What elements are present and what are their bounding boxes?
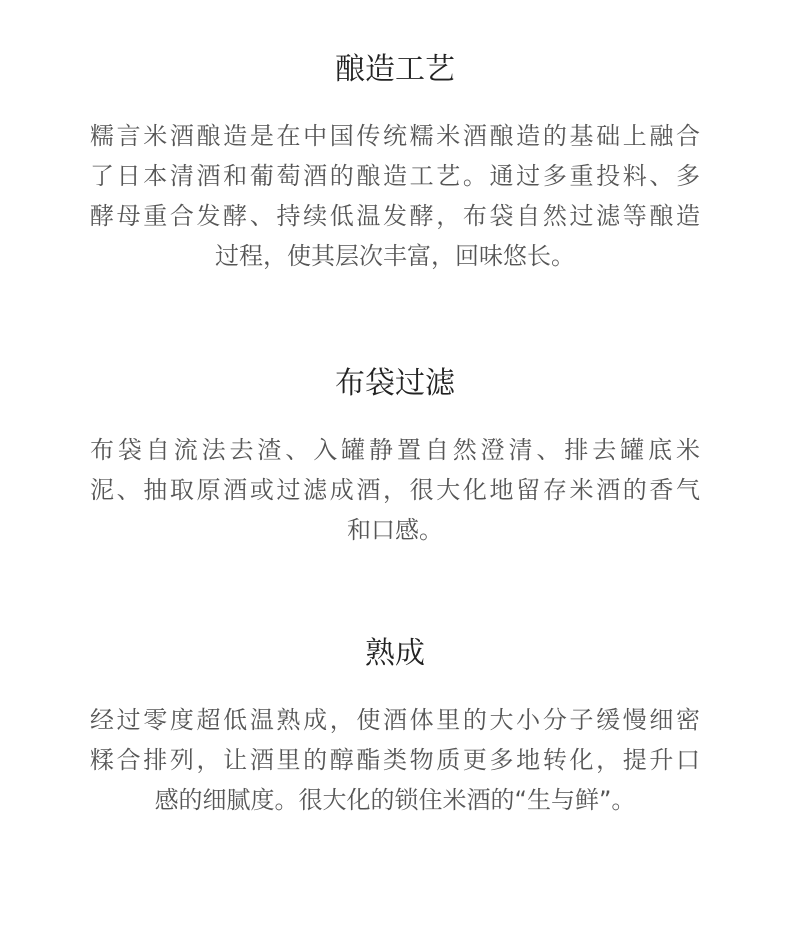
aging-section	[0, 632, 790, 820]
description-line: 和口感。	[347, 516, 443, 544]
section-title: 布袋过滤	[335, 366, 455, 401]
cloth-bag-filtering-section	[0, 362, 790, 550]
description-line: 布袋自流法去渣、入罐静置自然澄清、排去罐底米	[90, 436, 700, 464]
section-description	[90, 700, 700, 820]
section-title: 熟成	[365, 636, 425, 671]
section-description	[90, 116, 700, 276]
description-line: 泥、抽取原酒或过滤成酒，很大化地留存米酒的香气	[90, 476, 700, 504]
description-line: 酵母重合发酵、持续低温发酵，布袋自然过滤等酿造	[90, 202, 700, 230]
description-line: 感的细腻度。很大化的锁住米酒的“生与鲜”。	[154, 786, 636, 814]
description-line: 糯言米酒酿造是在中国传统糯米酒酿造的基础上融合	[90, 122, 700, 150]
description-line: 经过零度超低温熟成，使酒体里的大小分子缓慢细密	[90, 706, 700, 734]
description-line: 过程，使其层次丰富，回味悠长。	[215, 242, 575, 270]
brewing-process-section	[0, 48, 790, 276]
section-title: 酿造工艺	[335, 52, 455, 87]
section-description	[90, 430, 700, 550]
description-line: 了日本清酒和葡萄酒的酿造工艺。通过多重投料、多	[90, 162, 700, 190]
description-line: 糅合排列，让酒里的醇酯类物质更多地转化，提升口	[90, 746, 700, 774]
